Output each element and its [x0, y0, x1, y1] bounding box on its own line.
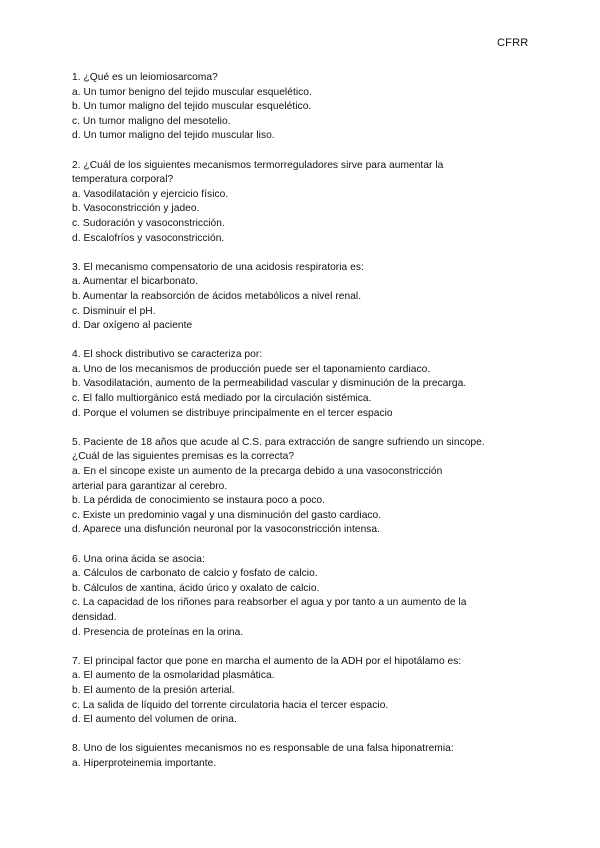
answer-option-a: a. Hiperproteinemia importante. [72, 757, 217, 769]
answer-option-d: d. Presencia de proteínas en la orina. [72, 626, 244, 638]
answer-option-c: c. La capacidad de los riñones para reabsorber el agua y por tanto a un aumento de la [72, 597, 467, 609]
question-1 [72, 71, 542, 144]
answer-option-b: b. El aumento de la presión arterial. [72, 684, 235, 696]
answer-option-a: a. Un tumor benigno del tejido muscular esquelético. [72, 86, 312, 98]
question-text: 5. Paciente de 18 años que acude al C.S. para extracción de sangre sufriendo un sincope. [72, 436, 485, 448]
question-text: 1. ¿Qué es un leiomiosarcoma? [72, 72, 218, 83]
answer-option-d: d. Escalofríos y vasoconstricción. [72, 232, 225, 244]
question-text: 7. El principal factor que pone en marcha el aumento de la ADH por el hipotálamo es: [72, 655, 462, 667]
answer-option-d: d. Dar oxígeno al paciente [72, 320, 193, 332]
answer-option-a-continued: arterial para garantizar al cerebro. [72, 480, 228, 492]
answer-option-c-continued: densidad. [72, 611, 117, 623]
answer-option-d: d. Aparece una disfunción neuronal por la vasoconstricción intensa. [72, 524, 381, 536]
answer-option-c: c. Existe un predominio vagal y una disminución del gasto cardiaco. [72, 509, 382, 521]
question-2 [72, 159, 542, 247]
question-6 [72, 553, 542, 641]
answer-option-a: a. Aumentar el bicarbonato. [72, 276, 198, 288]
question-text-continued: temperatura corporal? [72, 174, 174, 186]
question-text: 8. Uno de los siguientes mecanismos no es responsable de una falsa hiponatremia: [72, 743, 454, 755]
document-code: CFRR [497, 37, 529, 49]
question-text: 4. El shock distributivo se caracteriza por: [72, 349, 263, 361]
question-4 [72, 348, 542, 421]
question-text: 2. ¿Cuál de los siguientes mecanismos termorreguladores sirve para aumentar la [72, 159, 444, 171]
answer-option-b: b. La pérdida de conocimiento se instaura poco a poco. [72, 495, 326, 507]
question-list [72, 71, 542, 786]
answer-option-b: b. Un tumor maligno del tejido muscular esquelético. [72, 101, 312, 113]
answer-option-c: c. Sudoración y vasoconstricción. [72, 217, 225, 229]
question-8 [72, 742, 542, 771]
question-text: 3. El mecanismo compensatorio de una acidosis respiratoria es: [72, 261, 364, 273]
question-7 [72, 655, 542, 728]
answer-option-d: d. Un tumor maligno del tejido muscular liso. [72, 130, 275, 142]
answer-option-b: b. Vasoconstricción y jadeo. [72, 203, 200, 215]
answer-option-c: c. La salida de líquido del torrente circulatoria hacia el tercer espacio. [72, 699, 389, 711]
answer-option-a: a. Cálculos de carbonato de calcio y fosfato de calcio. [72, 568, 318, 580]
answer-option-b: b. Cálculos de xantina, ácido úrico y oxalato de calcio. [72, 582, 320, 594]
question-text: 6. Una orina ácida se asocia: [72, 553, 205, 565]
answer-option-c: c. Disminuir el pH. [72, 305, 156, 317]
answer-option-a: a. Uno de los mecanismos de producción puede ser el taponamiento cardiaco. [72, 363, 431, 375]
question-text-continued: ¿Cuál de las siguientes premisas es la correcta? [72, 451, 295, 463]
answer-option-a: a. En el sincope existe un aumento de la precarga debido a una vasoconstricción [72, 466, 443, 478]
answer-option-d: d. Porque el volumen se distribuye principalmente en el tercer espacio [72, 407, 393, 419]
answer-option-b: b. Aumentar la reabsorción de ácidos metabólicos a nivel renal. [72, 290, 362, 302]
answer-option-a: a. El aumento de la osmolaridad plasmática. [72, 670, 275, 682]
question-5 [72, 436, 542, 538]
question-3 [72, 261, 542, 334]
answer-option-a: a. Vasodilatación y ejercicio físico. [72, 188, 229, 200]
answer-option-b: b. Vasodilatación, aumento de la permeabilidad vascular y disminución de la precarga. [72, 378, 467, 390]
answer-option-d: d. El aumento del volumen de orina. [72, 714, 237, 726]
answer-option-c: c. Un tumor maligno del mesotelio. [72, 115, 231, 127]
answer-option-c: c. El fallo multiorgánico está mediado por la circulación sistémica. [72, 393, 372, 405]
